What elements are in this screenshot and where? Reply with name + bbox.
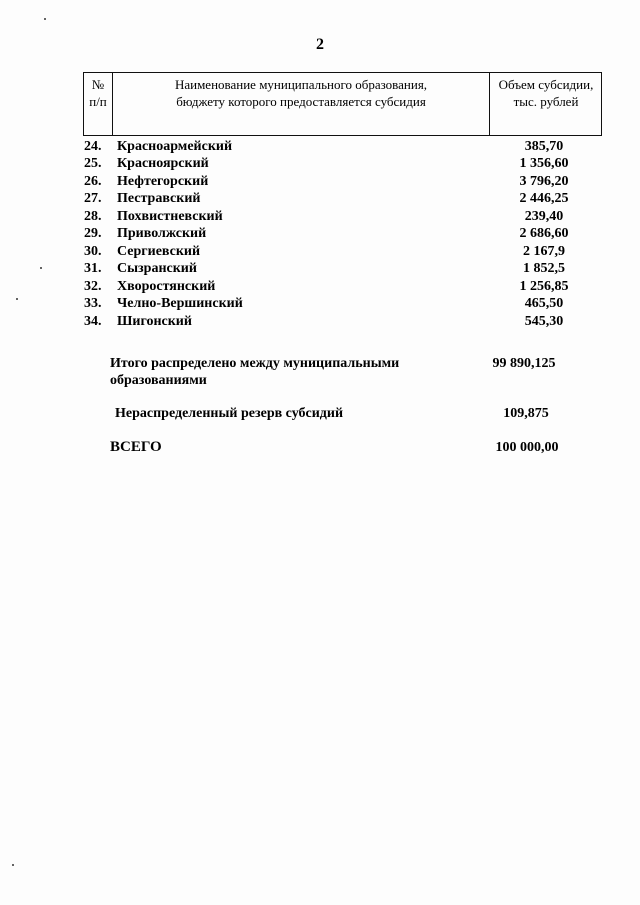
header-name-column xyxy=(113,73,490,135)
row-number: 32. xyxy=(84,279,102,294)
scan-speck xyxy=(44,18,46,20)
row-number: 31. xyxy=(84,261,102,276)
row-number: 30. xyxy=(84,244,102,259)
subsidy-amount: 1 852,5 xyxy=(523,261,565,276)
table-header xyxy=(83,72,602,136)
header-number-line: п/п xyxy=(89,94,107,109)
row-number: 24. xyxy=(84,139,102,154)
municipality-name: Похвистневский xyxy=(117,209,223,224)
subsidy-amount: 1 256,85 xyxy=(519,279,569,294)
subsidy-amount: 1 356,60 xyxy=(519,156,569,171)
scan-speck xyxy=(40,267,42,269)
subsidy-amount: 545,30 xyxy=(524,314,564,329)
row-number: 25. xyxy=(84,156,102,171)
distributed-label-line: образованиями xyxy=(110,373,207,388)
scan-speck xyxy=(16,298,18,300)
row-number: 34. xyxy=(84,314,102,329)
municipality-name: Пестравский xyxy=(117,191,201,206)
subsidy-amount: 3 796,20 xyxy=(519,174,569,189)
header-amount-line: тыс. рублей xyxy=(513,94,579,109)
row-number: 27. xyxy=(84,191,102,206)
row-number: 26. xyxy=(84,174,102,189)
header-amount-line: Объем субсидии, xyxy=(498,77,594,92)
page-number: 2 xyxy=(316,36,324,53)
subsidy-amount: 2 446,25 xyxy=(519,191,569,206)
row-number: 33. xyxy=(84,296,102,311)
municipality-name: Приволжский xyxy=(117,226,207,241)
row-number: 29. xyxy=(84,226,102,241)
row-number: 28. xyxy=(84,209,102,224)
scan-speck xyxy=(12,864,14,866)
municipality-name: Шигонский xyxy=(117,314,192,329)
distributed-amount: 99 890,125 xyxy=(492,356,556,371)
municipality-name: Хворостянский xyxy=(117,279,216,294)
municipality-name: Сызранский xyxy=(117,261,197,276)
header-name-line: Наименование муниципального образования, xyxy=(174,77,428,92)
distributed-label-line: Итого распределено между муниципальными xyxy=(110,356,400,371)
subsidy-amount: 465,50 xyxy=(524,296,564,311)
municipality-name: Сергиевский xyxy=(117,244,201,259)
reserve-amount: 109,875 xyxy=(503,406,549,421)
distributed-label xyxy=(110,355,399,389)
subsidy-amount: 385,70 xyxy=(524,139,564,154)
subsidy-amount: 239,40 xyxy=(524,209,564,224)
header-number-line: № xyxy=(91,77,105,92)
municipality-name: Красноармейский xyxy=(117,139,233,154)
reserve-label: Нераспределенный резерв субсидий xyxy=(115,406,344,421)
municipality-name: Челно-Вершинский xyxy=(117,296,243,311)
header-name-line: бюджету которого предоставляется субсидия xyxy=(176,94,426,109)
subsidy-amount: 2 686,60 xyxy=(519,226,569,241)
total-amount: 100 000,00 xyxy=(495,440,559,455)
municipality-name: Нефтегорский xyxy=(117,174,209,189)
subsidy-amount: 2 167,9 xyxy=(523,244,565,259)
header-amount-column xyxy=(490,73,602,135)
municipality-name: Красноярский xyxy=(117,156,209,171)
header-number-column xyxy=(84,73,113,135)
total-label: ВСЕГО xyxy=(110,439,162,455)
